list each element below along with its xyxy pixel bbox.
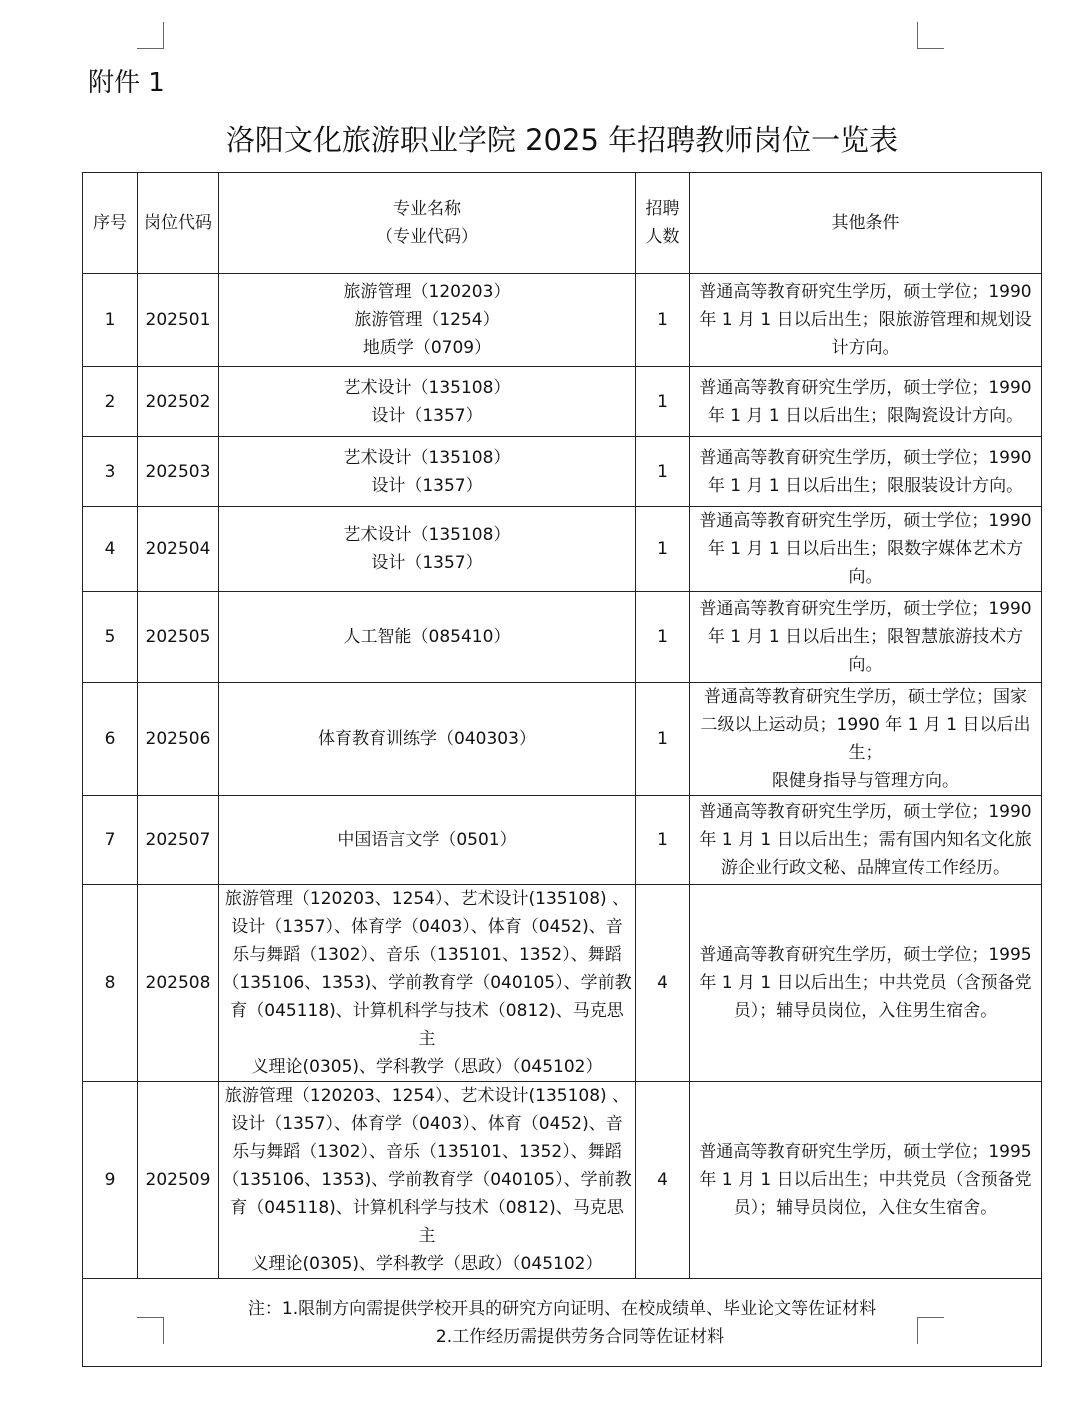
major-line: 艺术设计（135108） (343, 447, 511, 468)
cell-count: 1 (636, 367, 690, 437)
cell-code: 202501 (138, 274, 219, 367)
table-row (83, 367, 1042, 437)
major-line: （135106、1353)、学前教育学（040105）、学前教 (222, 973, 632, 993)
cell-seq: 5 (83, 592, 138, 683)
note-line-2: 2.工作经历需提供劳务合同等佐证材料 (435, 1326, 725, 1347)
cell-count: 1 (636, 437, 690, 507)
cell-count: 1 (636, 796, 690, 885)
condition-line: 普通高等教育研究生学历，硕士学位；1990 (699, 377, 1032, 398)
major-line: 设计（1357） (371, 553, 483, 573)
cell-seq: 4 (83, 507, 138, 592)
major-line: 义理论(0305)、学科教学（思政）（045102） (251, 1254, 603, 1274)
condition-line: 普通高等教育研究生学历，硕士学位；1990 (699, 282, 1032, 302)
major-line: （135106、1353)、学前教育学（040105）、学前教 (222, 1170, 632, 1190)
condition-line: 游企业行政文秘、品牌宣传工作经历。 (721, 858, 1010, 878)
positions-table (82, 172, 1042, 1367)
table-row (83, 796, 1042, 885)
cell-majors (219, 437, 636, 507)
major-line: 育（045118)、计算机科学与技术（0812)、马克思主 (230, 1001, 624, 1049)
cell-conditions (690, 592, 1042, 683)
cell-majors (219, 507, 636, 592)
cell-seq: 6 (83, 683, 138, 796)
header-count (636, 173, 690, 274)
table-row (83, 885, 1042, 1082)
cell-code: 202503 (138, 437, 219, 507)
cell-conditions (690, 437, 1042, 507)
major-line: 旅游管理（1254） (354, 310, 500, 330)
table-row (83, 437, 1042, 507)
header-seq: 序号 (83, 173, 138, 274)
condition-line: 二级以上运动员；1990 年 1 月 1 日以后出生； (700, 715, 1031, 763)
attachment-label: 附件 1 (88, 68, 165, 98)
condition-line: 年 1 月 1 日以后出生；限旅游管理和规划设 (699, 310, 1032, 330)
cell-seq: 9 (83, 1082, 138, 1279)
cell-count: 1 (636, 274, 690, 367)
condition-line: 普通高等教育研究生学历，硕士学位；1990 (699, 447, 1032, 468)
cell-count: 4 (636, 885, 690, 1082)
condition-line: 年 1 月 1 日以后出生；需有国内知名文化旅 (699, 830, 1032, 850)
major-line: 地质学（0709） (362, 338, 492, 358)
condition-line: 普通高等教育研究生学历，硕士学位；1990 (699, 511, 1032, 531)
cell-majors (219, 367, 636, 437)
major-line: 艺术设计（135108） (343, 525, 511, 545)
table-row (83, 274, 1042, 367)
major-line: 育（045118)、计算机科学与技术（0812)、马克思主 (230, 1198, 624, 1246)
major-line: 旅游管理（120203、1254）、艺术设计(135108) 、 (224, 1086, 630, 1106)
major-line: 设计（1357）、体育学（0403）、体育（0452)、音 (231, 1114, 623, 1134)
major-line: 人工智能（085410） (343, 627, 511, 647)
table-row (83, 683, 1042, 796)
major-line: 旅游管理（120203） (343, 282, 511, 302)
table-row (83, 592, 1042, 683)
condition-line: 普通高等教育研究生学历，硕士学位；1990 (699, 802, 1032, 822)
header-other: 其他条件 (690, 173, 1042, 274)
page-title: 洛阳文化旅游职业学院 2025 年招聘教师岗位一览表 (225, 123, 899, 157)
condition-line: 年 1 月 1 日以后出生；限服装设计方向。 (707, 475, 1024, 496)
header-major-line1: 专业名称 (393, 199, 461, 219)
cell-seq: 3 (83, 437, 138, 507)
condition-line: 限健身指导与管理方向。 (772, 771, 959, 791)
major-line: 设计（1357） (371, 475, 483, 496)
major-line: 乐与舞蹈（1302）、音乐（135101、1352）、舞蹈 (232, 1142, 622, 1162)
cell-conditions (690, 885, 1042, 1082)
cell-conditions (690, 507, 1042, 592)
crop-mark-top-right (917, 22, 944, 49)
condition-line: 普通高等教育研究生学历，硕士学位；1995 (699, 945, 1032, 965)
condition-line: 年 1 月 1 日以后出生；中共党员（含预备党 (699, 1170, 1032, 1190)
cell-conditions (690, 274, 1042, 367)
cell-count: 1 (636, 507, 690, 592)
cell-conditions (690, 796, 1042, 885)
cell-seq: 7 (83, 796, 138, 885)
condition-line: 年 1 月 1 日以后出生；限数字媒体艺术方向。 (707, 539, 1024, 587)
major-line: 乐与舞蹈（1302）、音乐（135101、1352）、舞蹈 (232, 945, 622, 965)
cell-code: 202505 (138, 592, 219, 683)
cell-conditions (690, 683, 1042, 796)
condition-line: 员）；辅导员岗位，入住女生宿舍。 (733, 1198, 998, 1218)
header-count-line1: 招聘 (645, 199, 680, 219)
cell-majors (219, 683, 636, 796)
table-header-row (83, 173, 1042, 274)
header-count-line2: 人数 (645, 227, 680, 247)
major-line: 设计（1357）、体育学（0403）、体育（0452)、音 (231, 917, 623, 937)
cell-majors (219, 592, 636, 683)
cell-seq: 2 (83, 367, 138, 437)
condition-line: 普通高等教育研究生学历，硕士学位；1995 (699, 1142, 1032, 1162)
condition-line: 普通高等教育研究生学历，硕士学位；1990 (699, 599, 1032, 619)
major-line: 体育教育训练学（040303） (318, 729, 536, 749)
cell-conditions (690, 367, 1042, 437)
condition-line: 年 1 月 1 日以后出生；限陶瓷设计方向。 (707, 405, 1024, 426)
cell-majors (219, 885, 636, 1082)
cell-code: 202502 (138, 367, 219, 437)
major-line: 旅游管理（120203、1254）、艺术设计(135108) 、 (224, 889, 630, 909)
notes-row (83, 1279, 1042, 1367)
major-line: 艺术设计（135108） (343, 377, 511, 398)
condition-line: 年 1 月 1 日以后出生；限智慧旅游技术方向。 (707, 627, 1024, 675)
cell-code: 202506 (138, 683, 219, 796)
cell-code: 202504 (138, 507, 219, 592)
header-major (219, 173, 636, 274)
table-row (83, 1082, 1042, 1279)
major-line: 中国语言文学（0501） (337, 830, 517, 850)
cell-majors (219, 1082, 636, 1279)
condition-line: 年 1 月 1 日以后出生；中共党员（含预备党 (699, 973, 1032, 993)
cell-seq: 1 (83, 274, 138, 367)
cell-seq: 8 (83, 885, 138, 1082)
cell-code: 202507 (138, 796, 219, 885)
table-row (83, 507, 1042, 592)
cell-majors (219, 796, 636, 885)
cell-count: 1 (636, 592, 690, 683)
cell-code: 202509 (138, 1082, 219, 1279)
major-line: 设计（1357） (371, 405, 483, 426)
cell-count: 1 (636, 683, 690, 796)
header-code: 岗位代码 (138, 173, 219, 274)
condition-line: 计方向。 (831, 338, 900, 358)
cell-code: 202508 (138, 885, 219, 1082)
header-major-line2: （专业代码） (376, 227, 478, 247)
cell-count: 4 (636, 1082, 690, 1279)
crop-mark-top-left (137, 22, 164, 49)
cell-majors (219, 274, 636, 367)
cell-conditions (690, 1082, 1042, 1279)
notes-cell (83, 1279, 1042, 1367)
note-line-1: 注：1.限制方向需提供学校开具的研究方向证明、在校成绩单、毕业论文等佐证材料 (247, 1298, 877, 1319)
condition-line: 普通高等教育研究生学历，硕士学位；国家 (704, 687, 1027, 707)
condition-line: 员）；辅导员岗位，入住男生宿舍。 (733, 1001, 998, 1021)
major-line: 义理论(0305)、学科教学（思政）（045102） (251, 1057, 603, 1077)
